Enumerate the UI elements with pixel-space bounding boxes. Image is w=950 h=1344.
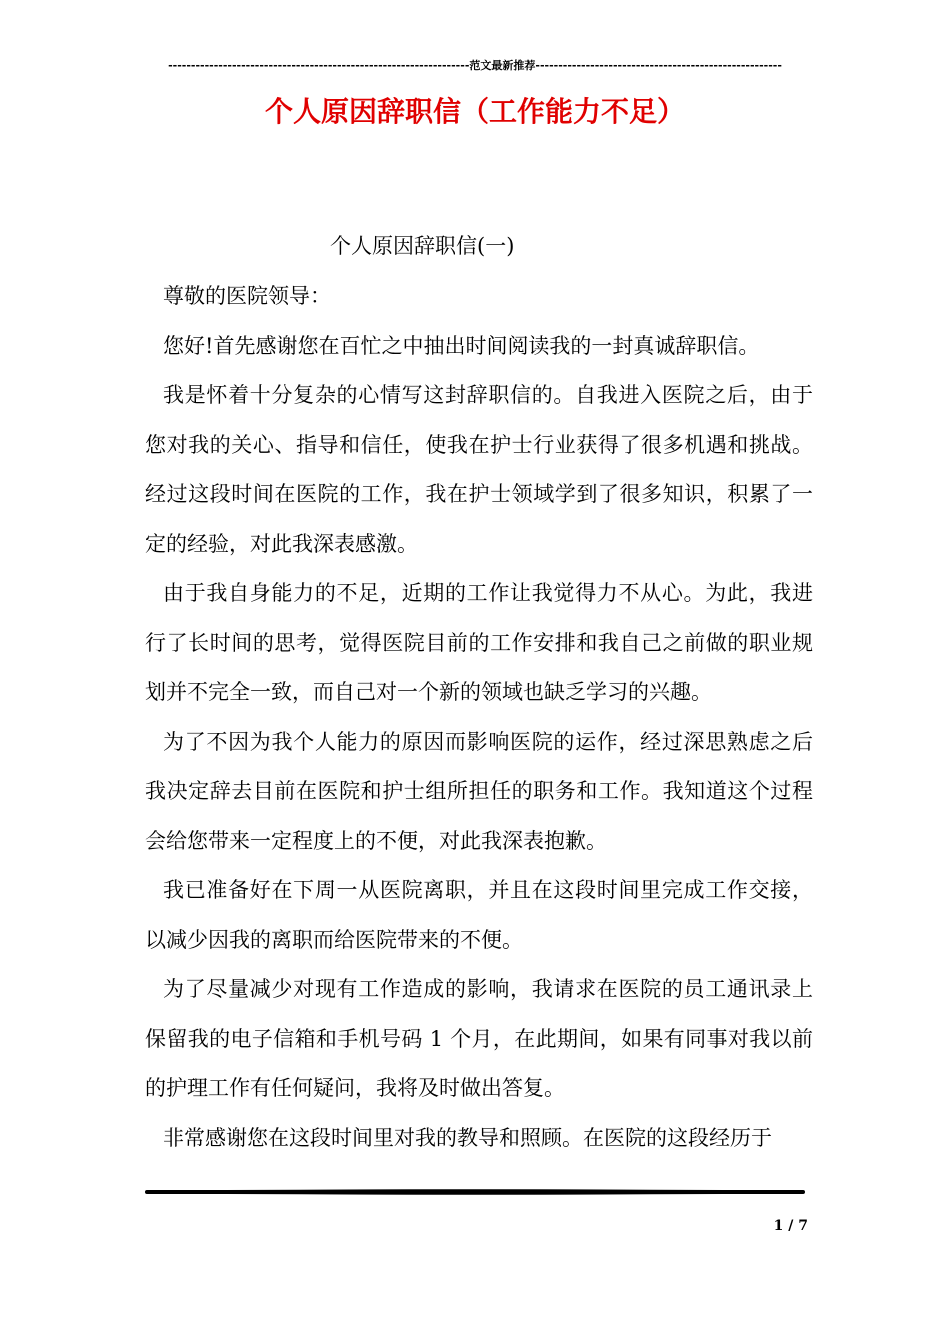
footer-divider [145,1190,805,1194]
paragraph: 我已准备好在下周一从医院离职，并且在这段时间里完成工作交接，以减少因我的离职而给医院带来的不便。 [145,878,813,952]
paragraph: 非常感谢您在这段时间里对我的教导和照顾。在医院的这段经历于 [163,1125,772,1150]
letter-body [145,272,813,1163]
page-header-banner: ------------------------------------------------------------------范文最新推荐------------------------------------------------------ [168,59,782,72]
salutation: 尊敬的医院领导： [163,284,331,308]
document-title: 个人原因辞职信（工作能力不足） [264,95,685,128]
paragraph: 我是怀着十分复杂的心情写这封辞职信的。自我进入医院之后，由于您对我的关心、指导和信任，使我在护士行业获得了很多机遇和挑战。经过这段时间在医院的工作，我在护士领域学到了很多知识，积累了一定的经验，对此我深表感激。 [145,383,813,556]
paragraph: 您好!首先感谢您在百忙之中抽出时间阅读我的一封真诚辞职信。 [163,333,760,358]
page-number: 1 / 7 [773,1218,808,1234]
paragraph: 由于我自身能力的不足，近期的工作让我觉得力不从心。为此，我进行了长时间的思考，觉得医院目前的工作安排和我自己之前做的职业规划并不完全一致，而自己对一个新的领域也缺乏学习的兴趣。 [145,581,813,704]
paragraph: 为了不因为我个人能力的原因而影响医院的运作，经过深思熟虑之后我决定辞去目前在医院和护士组所担任的职务和工作。我知道这个过程会给您带来一定程度上的不便，对此我深表抱歉。 [145,729,813,853]
paragraph: 为了尽量减少对现有工作造成的影响，我请求在医院的员工通讯录上保留我的电子信箱和手机号码 1 个月，在此期间，如果有同事对我以前的护理工作有任何疑问，我将及时做出答复。 [145,977,813,1100]
letter-subtitle: 个人原因辞职信(一) [330,234,515,258]
